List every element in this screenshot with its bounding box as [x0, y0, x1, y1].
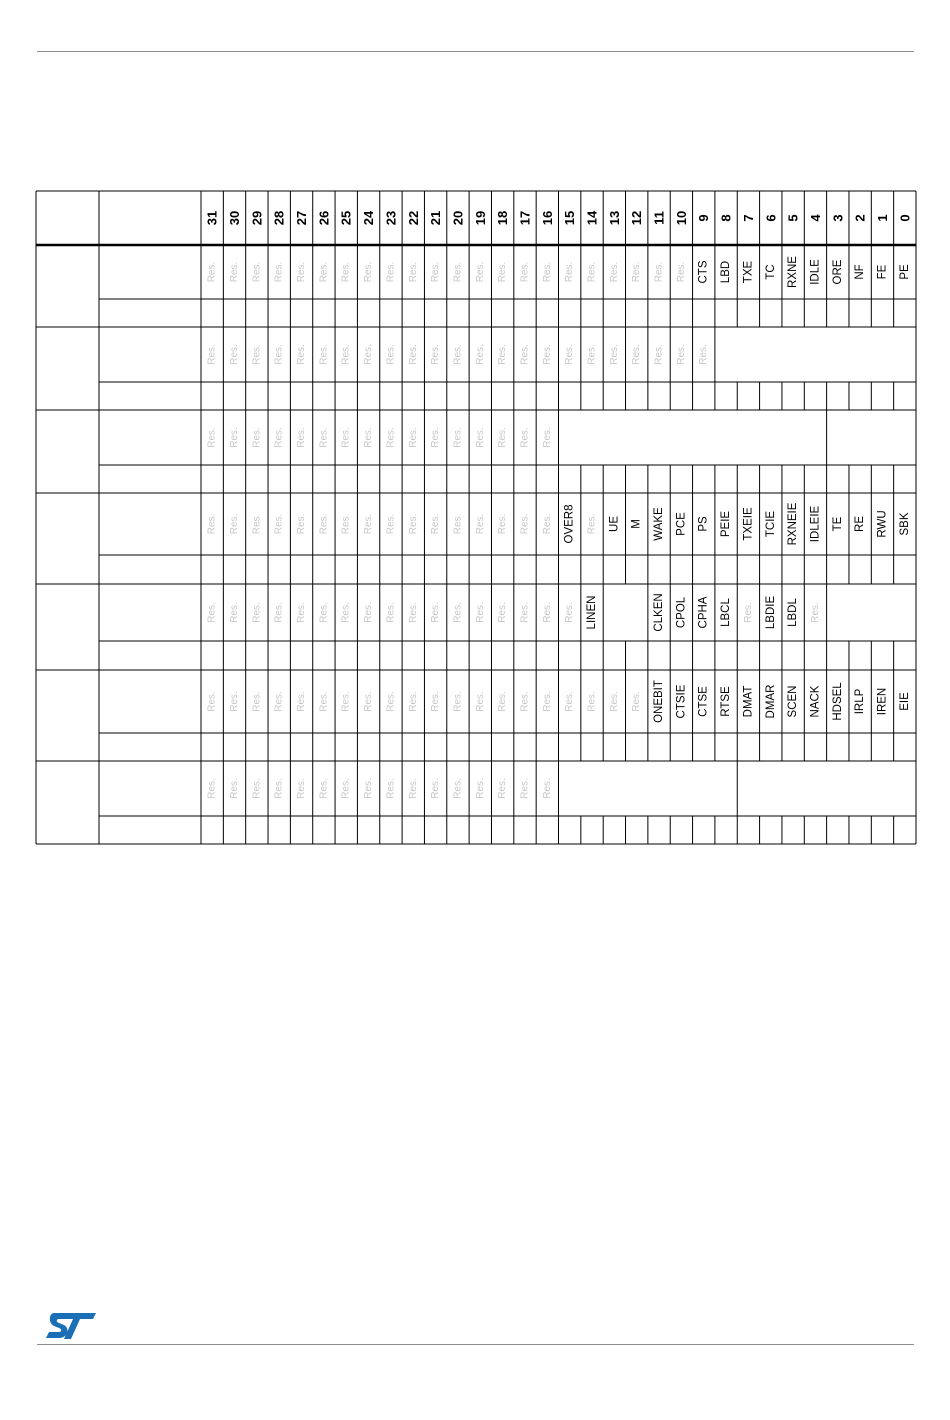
reserved-field-label: Res.: [251, 778, 263, 799]
bit-number-header: 25: [338, 210, 354, 226]
bit-field-label: HDSEL: [831, 682, 844, 721]
reserved-field-label: Res.: [653, 261, 665, 283]
bit-field-label: PE: [898, 264, 911, 280]
bit-field-label: LINEN: [586, 595, 599, 630]
reserved-field-label: Res.: [541, 602, 553, 623]
reserved-field-label: Res.: [809, 602, 821, 623]
bit-number-header: 29: [249, 210, 265, 226]
reserved-field-label: Res.: [564, 261, 576, 283]
bit-number-header: 27: [294, 210, 310, 226]
reserved-field-label: Res.: [497, 602, 509, 623]
reserved-field-label: Res.: [340, 691, 352, 712]
reserved-field-label: Res.: [474, 513, 486, 535]
reserved-field-label: Res.: [452, 778, 464, 799]
reserved-field-label: Res.: [742, 602, 754, 623]
bit-number-header: 3: [830, 214, 846, 222]
reserved-field-label: Res.: [296, 778, 308, 799]
reserved-field-label: Res.: [519, 513, 531, 535]
bit-number-header: 24: [361, 210, 377, 226]
reserved-field-label: Res.: [586, 261, 598, 283]
bit-field-label: RWU: [876, 510, 889, 538]
bit-field-label: TC: [764, 264, 777, 280]
reserved-field-label: Res.: [541, 513, 553, 535]
reserved-field-label: Res.: [586, 513, 598, 535]
reserved-field-label: Res.: [340, 513, 352, 535]
reserved-field-label: Res.: [564, 691, 576, 712]
bit-number-header: 1: [874, 214, 890, 222]
reserved-field-label: Res.: [363, 344, 375, 365]
reserved-field-label: Res.: [519, 344, 531, 365]
reserved-field-label: Res.: [497, 427, 509, 448]
bit-number-header: 7: [740, 214, 756, 222]
bit-number-header: 19: [472, 210, 488, 226]
reserved-field-label: Res.: [296, 513, 308, 535]
reserved-field-label: Res.: [251, 513, 263, 535]
bit-field-label: CPOL: [675, 596, 688, 629]
reserved-field-label: Res.: [229, 344, 241, 365]
reserved-field-label: Res.: [206, 344, 218, 365]
reserved-field-label: Res.: [273, 427, 285, 448]
st-logo-icon: [44, 1311, 100, 1341]
reserved-field-label: Res.: [474, 261, 486, 283]
reserved-field-label: Res.: [229, 427, 241, 448]
bit-field-label: RXNE: [787, 256, 800, 288]
bit-field-label: UE: [608, 516, 621, 532]
bit-number-header: 9: [696, 214, 712, 222]
reserved-field-label: Res.: [452, 691, 464, 712]
bit-field-label: IRLP: [854, 688, 867, 715]
reserved-field-label: Res.: [541, 261, 553, 283]
bit-field-label: LBCL: [720, 598, 733, 627]
bit-number-header: 6: [763, 214, 779, 222]
bit-field-label: ORE: [831, 259, 844, 285]
bit-field-label: CTS: [697, 260, 710, 284]
reserved-field-label: Res.: [608, 691, 620, 712]
reserved-field-label: Res.: [340, 427, 352, 448]
bit-field-label: ONEBIT: [653, 680, 666, 723]
reserved-field-label: Res.: [229, 778, 241, 799]
bit-number-header: 4: [807, 214, 823, 222]
reserved-field-label: Res.: [653, 344, 665, 365]
reserved-field-label: Res.: [430, 344, 442, 365]
reserved-field-label: Res.: [608, 344, 620, 365]
reserved-field-label: Res.: [340, 778, 352, 799]
bit-number-header: 2: [852, 214, 868, 222]
reserved-field-label: Res.: [452, 513, 464, 535]
reserved-field-label: Res.: [407, 344, 419, 365]
bit-field-label: FE: [876, 264, 889, 280]
reserved-field-label: Res.: [541, 691, 553, 712]
reserved-field-label: Res.: [363, 427, 375, 448]
bit-number-header: 8: [718, 214, 734, 222]
reserved-field-label: Res.: [206, 778, 218, 799]
reserved-field-label: Res.: [519, 427, 531, 448]
reserved-field-label: Res.: [296, 691, 308, 712]
bit-field-label: PS: [697, 516, 710, 532]
bit-number-header: 11: [651, 211, 667, 225]
bit-field-label: TE: [831, 516, 844, 532]
reserved-field-label: Res.: [363, 513, 375, 535]
reserved-field-label: Res.: [363, 691, 375, 712]
bit-field-label: RE: [854, 516, 867, 532]
bit-number-header: 12: [629, 210, 645, 226]
reserved-field-label: Res.: [206, 513, 218, 535]
bit-field-label: TXEIE: [742, 507, 755, 541]
reserved-field-label: Res.: [430, 778, 442, 799]
bit-field-label: PCE: [675, 512, 688, 536]
reserved-field-label: Res.: [385, 778, 397, 799]
bit-field-label: TXE: [742, 260, 755, 284]
bit-field-label: CTSIE: [675, 684, 688, 719]
bit-number-header: 14: [584, 210, 600, 226]
reserved-field-label: Res.: [385, 344, 397, 365]
reserved-field-label: Res.: [273, 778, 285, 799]
reserved-field-label: Res.: [519, 778, 531, 799]
reserved-field-label: Res.: [251, 691, 263, 712]
reserved-field-label: Res.: [340, 602, 352, 623]
reserved-field-label: Res.: [407, 513, 419, 535]
reserved-field-label: Res.: [698, 344, 710, 365]
reserved-field-label: Res.: [407, 691, 419, 712]
bit-number-header: 28: [271, 210, 287, 226]
bit-number-header: 20: [450, 210, 466, 226]
reserved-field-label: Res.: [519, 602, 531, 623]
reserved-field-label: Res.: [586, 691, 598, 712]
reserved-field-label: Res.: [675, 344, 687, 365]
reserved-field-label: Res.: [497, 344, 509, 365]
reserved-field-label: Res.: [318, 513, 330, 535]
bit-field-label: OVER8: [563, 504, 576, 544]
reserved-field-label: Res.: [474, 427, 486, 448]
reserved-field-label: Res.: [385, 261, 397, 283]
reserved-field-label: Res.: [541, 344, 553, 365]
bit-field-label: IREN: [876, 687, 889, 716]
bit-number-header: 13: [606, 210, 622, 226]
reserved-field-label: Res.: [340, 344, 352, 365]
reserved-field-label: Res.: [407, 778, 419, 799]
reserved-field-label: Res.: [474, 602, 486, 623]
reserved-field-label: Res.: [497, 778, 509, 799]
reserved-field-label: Res.: [430, 691, 442, 712]
reserved-field-label: Res.: [206, 261, 218, 283]
reserved-field-label: Res.: [251, 344, 263, 365]
bit-number-header: 18: [495, 210, 511, 226]
bit-field-label: TCIE: [764, 510, 777, 538]
bit-field-label: SCEN: [787, 685, 800, 718]
bit-number-header: 22: [405, 210, 421, 226]
bit-number-header: 23: [383, 210, 399, 226]
reserved-field-label: Res.: [430, 427, 442, 448]
bit-field-label: DMAR: [764, 684, 777, 719]
reserved-field-label: Res.: [430, 261, 442, 283]
reserved-field-label: Res.: [273, 602, 285, 623]
bit-field-label: RXNEIE: [787, 502, 800, 546]
bit-field-label: LBD: [720, 260, 733, 284]
reserved-field-label: Res.: [430, 513, 442, 535]
bit-number-header: 5: [785, 214, 801, 222]
bit-field-label: IDLEIE: [809, 505, 822, 543]
bit-number-header: 21: [428, 210, 444, 226]
reserved-field-label: Res.: [430, 602, 442, 623]
reserved-field-label: Res.: [273, 513, 285, 535]
reserved-field-label: Res.: [497, 261, 509, 283]
bit-number-header: 0: [897, 214, 913, 222]
reserved-field-label: Res.: [296, 344, 308, 365]
reserved-field-label: Res.: [474, 778, 486, 799]
reserved-field-label: Res.: [385, 602, 397, 623]
bit-field-label: LBDIE: [764, 595, 777, 630]
footer-rule: [37, 1344, 914, 1345]
reserved-field-label: Res.: [273, 344, 285, 365]
reserved-field-label: Res.: [340, 261, 352, 283]
reserved-field-label: Res.: [229, 513, 241, 535]
reserved-field-label: Res.: [407, 427, 419, 448]
reserved-field-label: Res.: [318, 691, 330, 712]
bit-field-label: NACK: [809, 685, 822, 718]
reserved-field-label: Res.: [385, 691, 397, 712]
reserved-field-label: Res.: [407, 602, 419, 623]
reserved-field-label: Res.: [497, 513, 509, 535]
reserved-field-label: Res.: [251, 261, 263, 283]
bit-field-label: M: [630, 519, 643, 529]
bit-field-label: SBK: [898, 512, 911, 536]
reserved-field-label: Res.: [541, 778, 553, 799]
reserved-field-label: Res.: [519, 261, 531, 283]
bit-field-label: LBDL: [787, 598, 800, 627]
reserved-field-label: Res.: [318, 778, 330, 799]
reserved-field-label: Res.: [229, 261, 241, 283]
bit-field-label: RTSE: [720, 686, 733, 717]
reserved-field-label: Res.: [318, 427, 330, 448]
reserved-field-label: Res.: [296, 427, 308, 448]
reserved-field-label: Res.: [251, 602, 263, 623]
reserved-field-label: Res.: [586, 344, 598, 365]
reserved-field-label: Res.: [229, 691, 241, 712]
bit-field-label: DMAT: [742, 685, 755, 718]
reserved-field-label: Res.: [273, 691, 285, 712]
reserved-field-label: Res.: [452, 427, 464, 448]
bit-field-label: NF: [854, 264, 867, 280]
bit-field-label: CTSE: [697, 686, 710, 717]
bit-field-label: WAKE: [653, 507, 666, 541]
reserved-field-label: Res.: [631, 344, 643, 365]
reserved-field-label: Res.: [564, 344, 576, 365]
bit-number-header: 17: [517, 210, 533, 226]
reserved-field-label: Res.: [452, 261, 464, 283]
reserved-field-label: Res.: [474, 691, 486, 712]
reserved-field-label: Res.: [206, 691, 218, 712]
reserved-field-label: Res.: [675, 261, 687, 283]
bit-number-header: 10: [673, 210, 689, 226]
bit-number-header: 15: [562, 210, 578, 226]
reserved-field-label: Res.: [564, 602, 576, 623]
reserved-field-label: Res.: [296, 261, 308, 283]
reserved-field-label: Res.: [385, 513, 397, 535]
reserved-field-label: Res.: [452, 344, 464, 365]
bit-field-label: IDLE: [809, 259, 822, 285]
bit-number-header: 31: [204, 210, 220, 226]
reserved-field-label: Res.: [206, 602, 218, 623]
reserved-field-label: Res.: [631, 691, 643, 712]
reserved-field-label: Res.: [385, 427, 397, 448]
reserved-field-label: Res.: [273, 261, 285, 283]
reserved-field-label: Res.: [229, 602, 241, 623]
bit-number-header: 30: [227, 210, 243, 226]
reserved-field-label: Res.: [363, 261, 375, 283]
reserved-field-label: Res.: [363, 602, 375, 623]
reserved-field-label: Res.: [318, 261, 330, 283]
reserved-field-label: Res.: [363, 778, 375, 799]
reserved-field-label: Res.: [608, 261, 620, 283]
bit-number-header: 26: [316, 210, 332, 226]
bit-field-label: PEIE: [720, 510, 733, 538]
reserved-field-label: Res.: [631, 261, 643, 283]
reserved-field-label: Res.: [407, 261, 419, 283]
bit-number-header: 16: [539, 210, 555, 226]
reserved-field-label: Res.: [452, 602, 464, 623]
reserved-field-label: Res.: [296, 602, 308, 623]
bit-field-label: EIE: [898, 692, 911, 711]
reserved-field-label: Res.: [474, 344, 486, 365]
reserved-field-label: Res.: [206, 427, 218, 448]
reserved-field-label: Res.: [541, 427, 553, 448]
reserved-field-label: Res.: [519, 691, 531, 712]
bit-field-label: CPHA: [697, 596, 710, 629]
reserved-field-label: Res.: [318, 602, 330, 623]
reserved-field-label: Res.: [497, 691, 509, 712]
bit-field-label: CLKEN: [653, 593, 666, 632]
reserved-field-label: Res.: [318, 344, 330, 365]
reserved-field-label: Res.: [251, 427, 263, 448]
